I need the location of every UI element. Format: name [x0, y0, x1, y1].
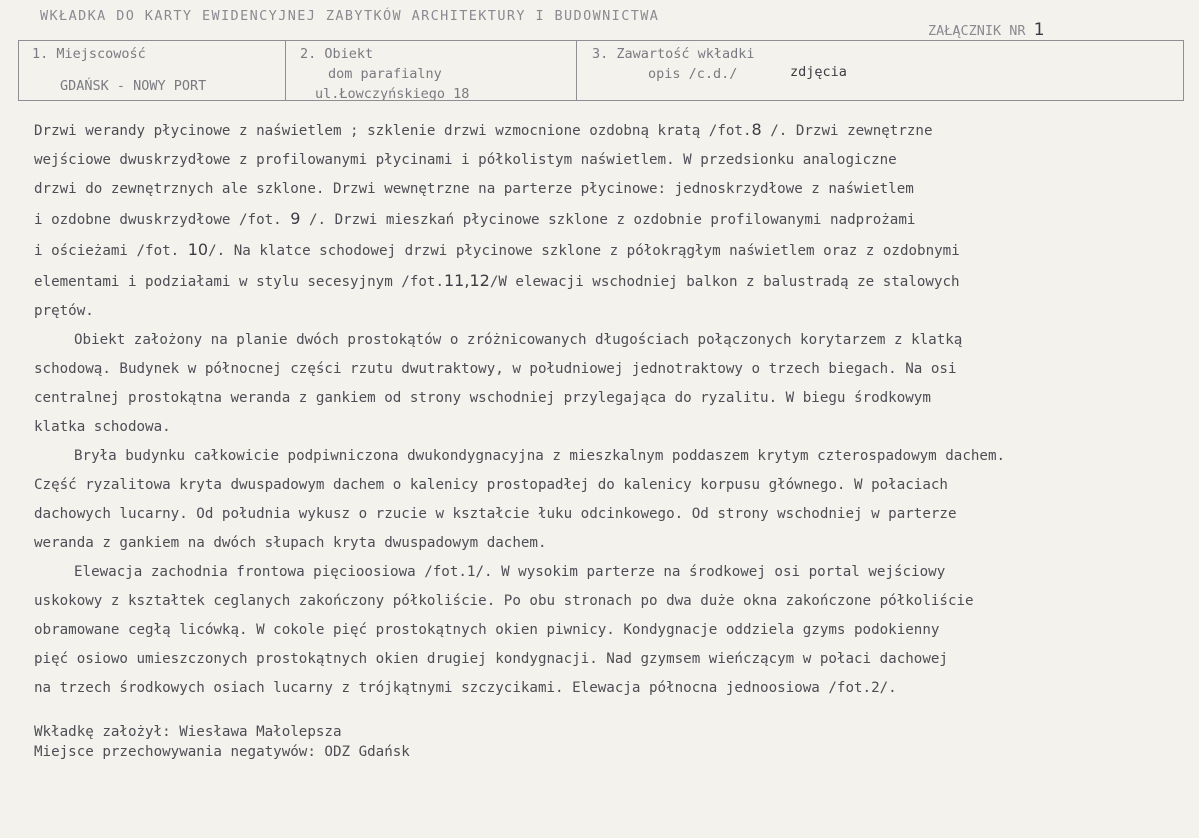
- text-line: i ościeżami /fot. 10/. Na klatce schodowej drzwi płycinowe szklone z półokrągłym naświetlem oraz z ozdobnymi: [34, 240, 960, 259]
- footer: [34, 722, 410, 762]
- text-line: elementami i podziałami w stylu secesyjnym /fot.11,12/W elewacji wschodniej balkon z balustradą ze stalowych: [34, 271, 960, 290]
- text-line: centralnej prostokątna weranda z gankiem od strony wschodniej przylegająca do ryzalitu. W biegu środkowym: [34, 390, 931, 406]
- paragraph-plan: [34, 326, 1184, 442]
- paragraph-doors: [34, 115, 1184, 326]
- text-line: obramowane cegłą licówką. W cokole pięć prostokątnych okien piwnicy. Kondygnacje oddziela gzyms podokienny: [34, 622, 940, 638]
- text-line: Bryła budynku całkowicie podpiwniczona dwukondygnacyjna z mieszkalnym poddaszem krytym czterospadowym dachem.: [74, 448, 1006, 464]
- text-line: na trzech środkowych osiach lucarny z trójkątnymi szczycikami. Elewacja północna jednoosiowa /fot.2/.: [34, 680, 897, 696]
- text-line: uskokowy z kształtek ceglanych zakończony półkoliście. Po obu stronach po dwa duże okna zakończone półkoliście: [34, 593, 974, 609]
- photo-ref-9: 9: [290, 209, 301, 228]
- photo-ref-10: 10: [187, 240, 209, 259]
- object-name: dom parafialny: [328, 66, 442, 82]
- text-line: schodową. Budynek w północnej części rzutu dwutraktowy, w południowej jednotraktowy o trzech biegach. Na osi: [34, 361, 957, 377]
- text-line: Elewacja zachodnia frontowa pięcioosiowa /fot.1/. W wysokim parterze na środkowej osi portal wejściowy: [74, 564, 946, 580]
- description-body: [34, 115, 1184, 703]
- contents-photos: zdjęcia: [790, 64, 847, 80]
- annex-label-text: ZAŁĄCZNIK NR: [928, 23, 1026, 39]
- frame-right-rule: [1183, 40, 1184, 100]
- text-line: weranda z gankiem na dwóch słupach kryta dwuspadowym dachem.: [34, 535, 547, 551]
- annex-number: 1: [1033, 20, 1045, 40]
- annex-label: [928, 20, 1045, 40]
- text-line: drzwi do zewnętrznych ale szklone. Drzwi wewnętrzne na parterze płycinowe: jednoskrzydłowe z naświetlem: [34, 181, 914, 197]
- object-address: ul.Łowczyńskiego 18: [315, 86, 470, 100]
- text-line: i ozdobne dwuskrzydłowe /fot. 9 /. Drzwi mieszkań płycinowe szklone z ozdobnie profilowanymi nadprożami: [34, 209, 916, 228]
- text-line: prętów.: [34, 303, 94, 319]
- contents-label: 3. Zawartość wkładki: [592, 46, 755, 62]
- text-line: Część ryzalitowa kryta dwuspadowym dachem o kalenicy prostopadłej do kalenicy korpusu głównego. W połaciach: [34, 477, 948, 493]
- text-line: dachowych lucarny. Od południa wykusz o rzucie w kształcie łuku odcinkowego. Od strony wschodniej w parterze: [34, 506, 957, 522]
- header-top-rule: [18, 40, 1184, 41]
- header-bottom-rule: [18, 100, 1184, 101]
- paragraph-massing: [34, 442, 1184, 558]
- frame-left-rule: [18, 40, 19, 100]
- contents-value: opis /c.d./: [648, 66, 738, 82]
- locality-value: GDAŃSK - NOWY PORT: [60, 78, 207, 94]
- text-line: Obiekt założony na planie dwóch prostokątów o zróżnicowanych długościach połączonych korytarzem z klatką: [74, 332, 963, 348]
- photo-ref-11-12: 11,12: [444, 271, 490, 290]
- author-line: Wkładkę założył: Wiesława Małolepsza: [34, 724, 342, 740]
- text-line: klatka schodowa.: [34, 419, 171, 435]
- field-divider-2: [576, 40, 577, 100]
- field-divider-1: [285, 40, 286, 100]
- text-line: Drzwi werandy płycinowe z naświetlem ; szklenie drzwi wzmocnione ozdobną kratą /fot.8 /. Drzwi zewnętrzne: [34, 120, 933, 139]
- locality-label: 1. Miejscowość: [32, 46, 146, 62]
- negatives-location-line: Miejsce przechowywania negatywów: ODZ Gdańsk: [34, 744, 410, 760]
- photo-ref-8: 8: [751, 120, 762, 139]
- form-title: WKŁADKA DO KARTY EWIDENCYJNEJ ZABYTKÓW ARCHITEKTURY I BUDOWNICTWA: [40, 8, 660, 24]
- object-label: 2. Obiekt: [300, 46, 374, 62]
- text-line: wejściowe dwuskrzydłowe z profilowanymi płycinami i półkolistym naświetlem. W przedsionku analogiczne: [34, 152, 897, 168]
- paragraph-elevations: [34, 558, 1184, 703]
- text-line: pięć osiowo umieszczonych prostokątnych okien drugiej kondygnacji. Nad gzymsem wieńczącym w połaci dachowej: [34, 651, 948, 667]
